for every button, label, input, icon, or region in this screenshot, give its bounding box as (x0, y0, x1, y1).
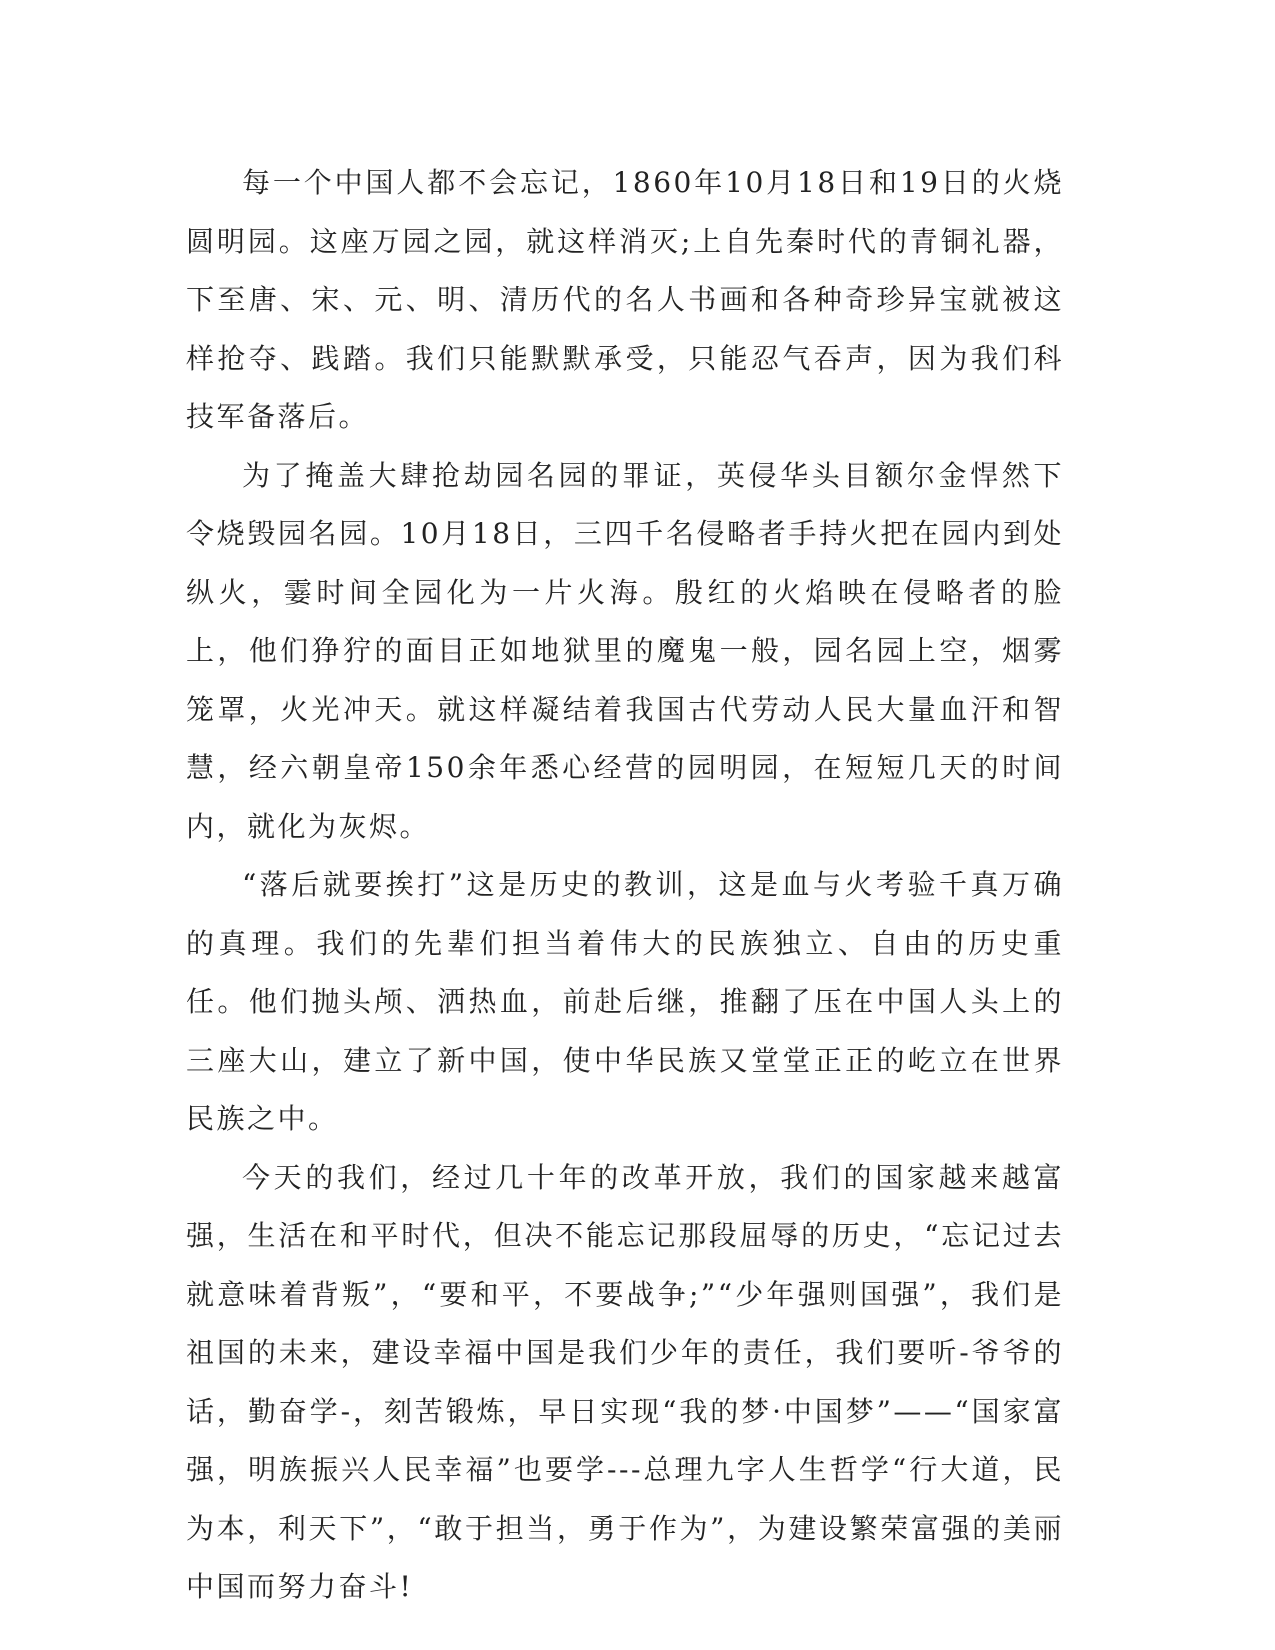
paragraph-1: 每一个中国人都不会忘记，1860年10月18日和19日的火烧圆明园。这座万园之园，就这样消灭;上自先秦时代的青铜礼器，下至唐、宋、元、明、清历代的名人书画和各种奇珍异宝就被这样抢夺、践踏。我们只能默默承受，只能忍气吞声，因为我们科技军备落后。 (186, 166, 1064, 433)
paragraph-2: 为了掩盖大肆抢劫园名园的罪证，英侵华头目额尔金悍然下令烧毁园名园。10月18日，三四千名侵略者手持火把在园内到处纵火，霎时间全园化为一片火海。殷红的火焰映在侵略者的脸上，他们狰狞的面目正如地狱里的魔鬼一般，园名园上空，烟雾笼罩，火光冲天。就这样凝结着我国古代劳动人民大量血汗和智慧，经六朝皇帝150余年悉心经营的园明园，在短短几天的时间内，就化为灰烬。 (186, 458, 1064, 843)
paragraph-3: “落后就要挨打”这是历史的教训，这是血与火考验千真万确的真理。我们的先辈们担当着伟大的民族独立、自由的历史重任。他们抛头颅、洒热血，前赴后继，推翻了压在中国人头上的三座大山，建立了新中国，使中华民族又堂堂正正的屹立在世界民族之中。 (186, 868, 1064, 1135)
body-text (186, 154, 1064, 1617)
paragraph-4: 今天的我们，经过几十年的改革开放，我们的国家越来越富强，生活在和平时代，但决不能忘记那段屈辱的历史，“忘记过去就意味着背叛”，“要和平，不要战争;”“少年强则国强”，我们是祖国的未来，建设幸福中国是我们少年的责任，我们要听-爷爷的话，勤奋学-，刻苦锻炼，早日实现“我的梦·中国梦”——“国家富强，明族振兴人民幸福”也要学---总理九字人生哲学“行大道，民为本，利天下”，“敢于担当，勇于作为”，为建设繁荣富强的美丽中国而努力奋斗! (186, 1160, 1064, 1603)
